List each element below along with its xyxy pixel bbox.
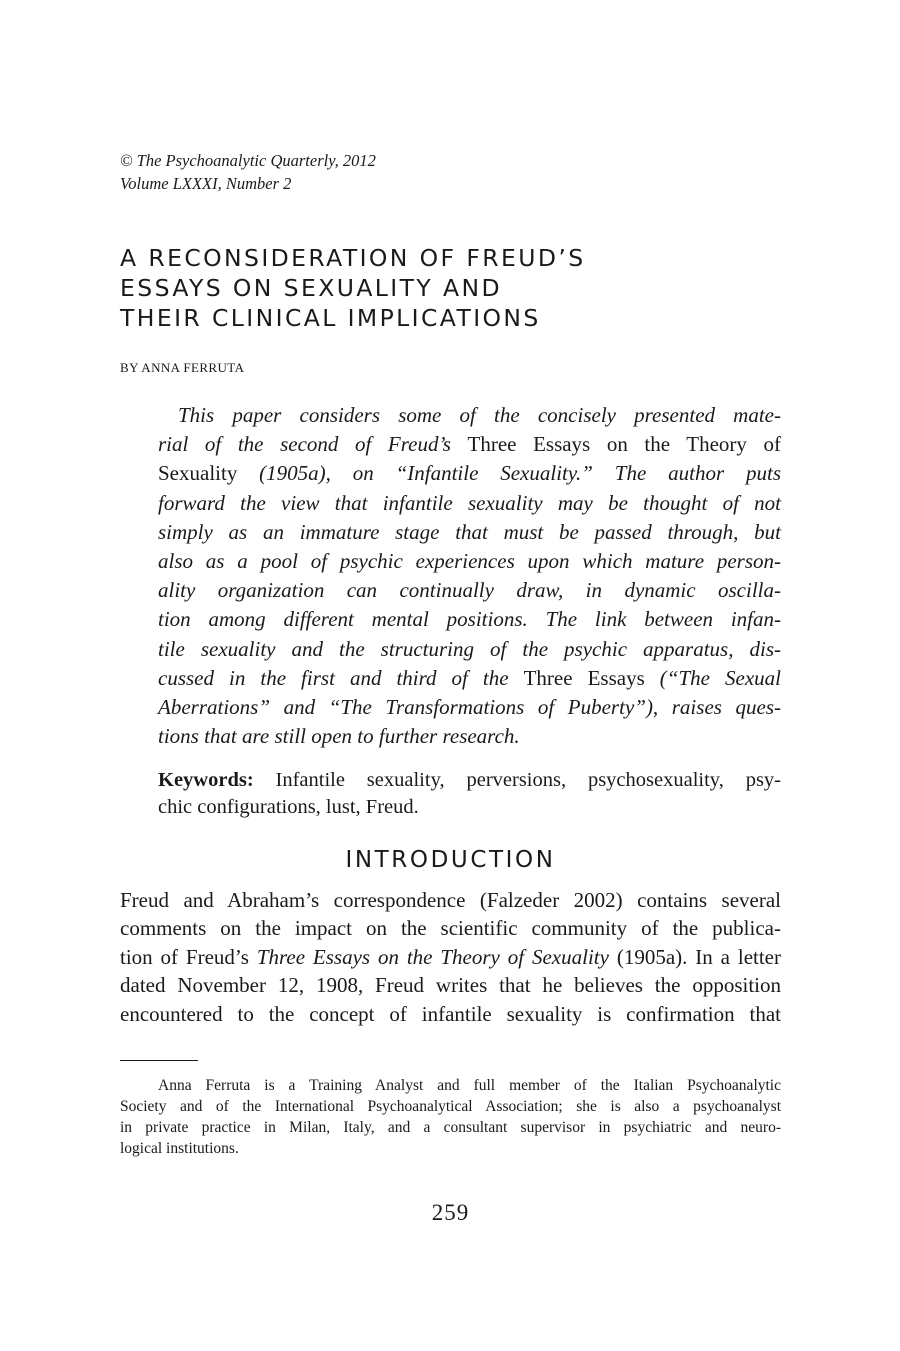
keywords — [158, 767, 781, 821]
author-footnote — [120, 1075, 781, 1159]
body-line: dated November 12, 1908, Freud writes that he believes the opposition — [120, 973, 781, 998]
body-line: encountered to the concept of infantile sexuality is confirmation that — [120, 1001, 781, 1026]
abstract-line: tion among different mental positions. The link between infan- — [158, 607, 781, 632]
abstract-line: also as a pool of psychic experiences upon which mature person- — [158, 549, 781, 574]
abstract-line: forward the view that infantile sexuality may be thought of not — [158, 490, 781, 515]
section-heading: INTRODUCTION — [345, 847, 556, 873]
abstract-line: rial of the second of Freud’s Three Essays on the Theory of — [158, 432, 781, 457]
footnote-line: in private practice in Milan, Italy, and a consultant supervisor in psychiatric and neuro- — [120, 1119, 781, 1136]
author-byline: BY ANNA FERRUTA — [120, 360, 245, 375]
keywords-line: chic configurations, lust, Freud. — [158, 796, 419, 818]
page-number: 259 — [431, 1200, 470, 1225]
article-title — [120, 243, 760, 333]
journal-citation — [120, 149, 376, 195]
footnote-line: logical institutions. — [120, 1140, 239, 1157]
abstract — [158, 401, 781, 751]
abstract-line: Aberrations” and “The Transformations of Puberty”), raises ques- — [158, 695, 781, 720]
footnote-line: Anna Ferruta is a Training Analyst and full member of the Italian Psychoanalytic — [158, 1077, 781, 1094]
journal-volume-line: Volume LXXXI, Number 2 — [120, 174, 292, 193]
abstract-line: Sexuality (1905a), on “Infantile Sexuality.” The author puts — [158, 461, 781, 486]
footnote-line: Society and of the International Psychoanalytical Association; she is also a psychoanalyst — [120, 1098, 781, 1115]
article-page — [120, 0, 781, 1351]
keywords-line: Keywords: Infantile sexuality, perversions, psychosexuality, psy- — [158, 769, 781, 791]
title-line: ESSAYS ON SEXUALITY AND — [120, 274, 502, 302]
footnote-divider — [120, 1060, 198, 1061]
keywords-label: Keywords: — [158, 769, 254, 791]
body-line: tion of Freud’s Three Essays on the Theory of Sexuality (1905a). In a letter — [120, 944, 781, 969]
title-line: A RECONSIDERATION OF FREUD’S — [120, 244, 586, 272]
abstract-line: tions that are still open to further research. — [158, 724, 520, 749]
abstract-line: ality organization can continually draw, in dynamic oscilla- — [158, 578, 781, 603]
abstract-line: simply as an immature stage that must be passed through, but — [158, 519, 781, 544]
body-line: comments on the impact on the scientific community of the publica- — [120, 916, 781, 941]
abstract-line: This paper considers some of the concisely presented mate- — [178, 403, 781, 427]
abstract-line: cussed in the first and third of the Three Essays (“The Sexual — [158, 665, 781, 690]
abstract-line: tile sexuality and the structuring of the psychic apparatus, dis- — [158, 636, 781, 661]
title-line: THEIR CLINICAL IMPLICATIONS — [120, 304, 541, 332]
journal-copyright-line: © The Psychoanalytic Quarterly, 2012 — [120, 151, 376, 170]
body-paragraph — [120, 886, 781, 1028]
body-line: Freud and Abraham’s correspondence (Falzeder 2002) contains several — [120, 888, 781, 912]
